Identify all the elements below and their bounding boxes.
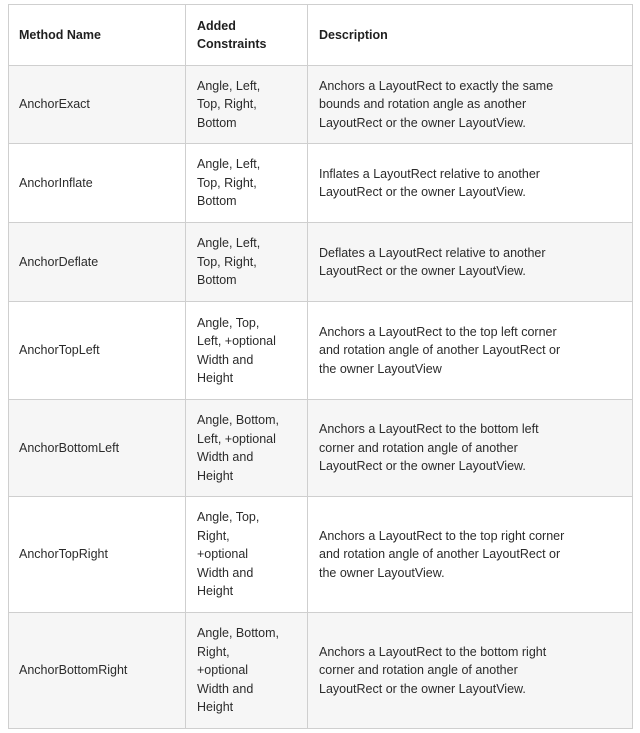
constraints-cell <box>186 302 308 400</box>
method-name-cell: AnchorTopLeft <box>9 302 186 400</box>
constraints-line: Angle, Top, <box>197 315 260 330</box>
table-row <box>9 400 633 497</box>
description-line: Anchors a LayoutRect to the bottom right <box>319 644 547 659</box>
constraints-line: Angle, Bottom, <box>197 626 279 641</box>
description-line: Deflates a LayoutRect relative to another <box>319 245 546 260</box>
constraints-line: Height <box>197 700 234 715</box>
header-description: Description <box>308 5 633 66</box>
header-constraints-line: Constraints <box>197 37 267 51</box>
description-cell <box>308 66 633 144</box>
header-method-name: Method Name <box>9 5 186 66</box>
constraints-line: +optional <box>197 663 249 678</box>
anchor-methods-table <box>8 4 633 729</box>
constraints-line: Height <box>197 371 234 385</box>
constraints-line: Angle, Left, <box>197 157 261 172</box>
constraints-line: Width and <box>197 681 254 696</box>
header-constraints-line: Added <box>197 18 236 33</box>
constraints-line: Top, Right, <box>197 175 257 190</box>
method-name-cell: AnchorInflate <box>9 144 186 223</box>
method-name-cell: AnchorBottomLeft <box>9 400 186 497</box>
constraints-cell <box>186 66 308 144</box>
constraints-line: Top, Right, <box>197 254 257 269</box>
anchor-methods-table-container <box>8 4 632 729</box>
constraints-line: Height <box>197 584 234 599</box>
constraints-line: Width and <box>197 352 254 367</box>
description-cell <box>308 400 633 497</box>
table-row <box>9 223 633 302</box>
method-name-cell: AnchorBottomRight <box>9 613 186 729</box>
table-row <box>9 497 633 613</box>
constraints-line: Angle, Left, <box>197 78 261 93</box>
constraints-line: Bottom <box>197 115 237 130</box>
constraints-line: Left, +optional <box>197 431 276 446</box>
table-body <box>9 66 633 729</box>
description-line: the owner LayoutView <box>319 361 442 376</box>
description-cell <box>308 144 633 223</box>
constraints-line: Height <box>197 468 234 483</box>
constraints-line: Left, +optional <box>197 334 276 348</box>
description-line: and rotation angle of another LayoutRect or <box>319 547 561 562</box>
description-cell <box>308 302 633 400</box>
constraints-cell <box>186 223 308 302</box>
table-row <box>9 144 633 223</box>
constraints-cell <box>186 144 308 223</box>
description-line: Anchors a LayoutRect to the top right corner <box>319 528 565 543</box>
table-row <box>9 66 633 144</box>
constraints-cell <box>186 613 308 729</box>
constraints-line: Width and <box>197 565 254 580</box>
description-line: LayoutRect or the owner LayoutView. <box>319 115 526 130</box>
constraints-line: Right, <box>197 644 230 659</box>
description-line: and rotation angle of another LayoutRect or <box>319 343 561 358</box>
description-line: bounds and rotation angle as another <box>319 97 527 112</box>
description-cell <box>308 613 633 729</box>
description-line: the owner LayoutView. <box>319 565 445 580</box>
constraints-cell <box>186 497 308 613</box>
description-line: Anchors a LayoutRect to the top left corner <box>319 324 557 339</box>
description-line: LayoutRect or the owner LayoutView. <box>319 264 526 278</box>
constraints-line: Bottom <box>197 194 237 209</box>
header-row <box>9 5 633 66</box>
constraints-line: Width and <box>197 450 254 464</box>
description-line: Inflates a LayoutRect relative to another <box>319 166 540 181</box>
header-added-constraints <box>186 5 308 66</box>
description-line: Anchors a LayoutRect to exactly the same <box>319 78 554 93</box>
constraints-line: Bottom <box>197 273 237 288</box>
method-name-cell: AnchorTopRight <box>9 497 186 613</box>
method-name-cell: AnchorExact <box>9 66 186 144</box>
constraints-line: Right, <box>197 528 230 543</box>
method-name-cell: AnchorDeflate <box>9 223 186 302</box>
constraints-line: Top, Right, <box>197 97 257 112</box>
constraints-line: +optional <box>197 547 249 562</box>
table-row <box>9 613 633 729</box>
table-row <box>9 302 633 400</box>
constraints-line: Angle, Top, <box>197 510 260 525</box>
constraints-line: Angle, Bottom, <box>197 413 279 427</box>
constraints-line: Angle, Left, <box>197 236 261 251</box>
description-line: LayoutRect or the owner LayoutView. <box>319 185 526 199</box>
description-cell <box>308 223 633 302</box>
description-line: Anchors a LayoutRect to the bottom left <box>319 422 539 437</box>
description-cell <box>308 497 633 613</box>
description-line: LayoutRect or the owner LayoutView. <box>319 459 526 474</box>
description-line: corner and rotation angle of another <box>319 663 518 678</box>
description-line: LayoutRect or the owner LayoutView. <box>319 681 526 696</box>
constraints-cell <box>186 400 308 497</box>
description-line: corner and rotation angle of another <box>319 440 518 455</box>
